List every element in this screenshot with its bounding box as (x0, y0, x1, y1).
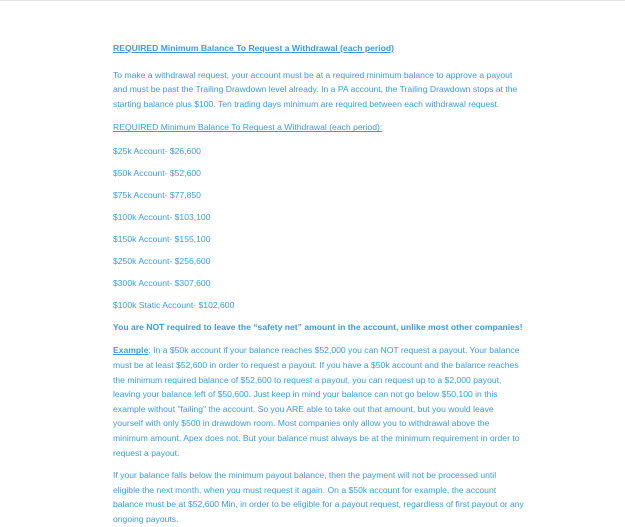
tier-item-300k: $300k Account- $307,600 (113, 277, 211, 288)
tier-item-25k: $25k Account- $26,600 (113, 145, 201, 156)
tier-item-250k: $250k Account- $256,600 (113, 255, 211, 266)
example-label: Example (113, 345, 149, 356)
tier-list-subheading: REQUIRED Minimum Balance To Request a Withdrawal (each period): (113, 122, 383, 133)
safety-net-note: You are NOT required to leave the “safety net” amount in the account, unlike most other companies! (113, 321, 523, 332)
tier-item-50k: $50k Account- $52,600 (113, 167, 201, 178)
example-text: : In a $50k account if your balance reaches $52,000 you can NOT request a payout. Your balance must be at least $52,600 in order to request a payout. If you have a $50k account and the balance reaches the minimum required balance of $52,600 to request a payout, you can request up to a $2,000 payout, leaving your balance left of $50,600. Just keep in mind your balance can not go below $50,100 in this example without "failing" the account. So you ARE able to take out that amount, but you would leave yourself with only $500 in drawdown room. Most companies only allow you to withdrawal above the minimum amount, Apex does not. But your balance must always be at the minimum requirement in order to request a payout. (113, 345, 520, 458)
article-heading: REQUIRED Minimum Balance To Request a Withdrawal (each period) (113, 43, 395, 53)
tier-item-100k-static: $100k Static Account- $102,600 (113, 299, 235, 310)
intro-paragraph: To make a withdrawal request, your account must be at a required minimum balance to approve a payout and must be past the Trailing Drawdown level already. In a PA account, the Trailing Drawdown stops at the starting balance plus $100. Ten trading days minimum are required between each withdrawal request. (113, 69, 518, 109)
closing-paragraph: If your balance falls below the minimum payout balance, then the payment will not be processed until eligible the next month, when you must request it again. On a $50k account for example, the account balance must be at $52,600 Min, in order to be eligible for a payout request, regardless of first payout or any ongoing payouts. (113, 470, 524, 524)
tier-item-150k: $150k Account- $155,100 (113, 233, 211, 244)
example-paragraph (113, 343, 525, 460)
tier-item-75k: $75k Account- $77,850 (113, 189, 201, 200)
top-divider (0, 0, 625, 1)
tier-item-100k: $100k Account- $103,100 (113, 211, 211, 222)
article-body (113, 41, 525, 527)
